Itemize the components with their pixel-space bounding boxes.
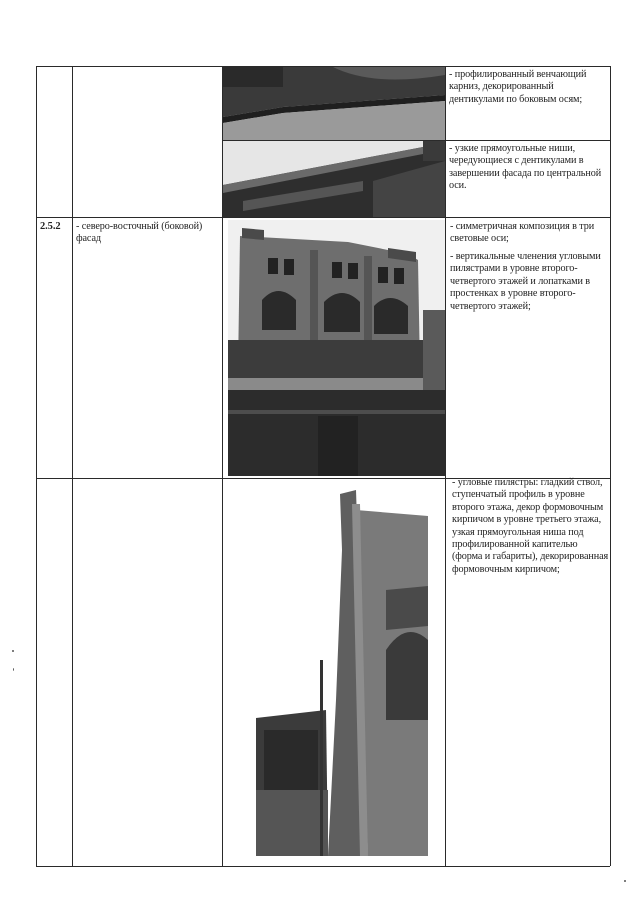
column-separator bbox=[72, 66, 73, 866]
feature-text: - профилированный венчающий карниз, декорированный дентикулами по боковым осям; bbox=[449, 69, 587, 105]
feature-text: - вертикальные членения угловыми пилястрами в уровне второго-четвертого этажей и лопатками в простенках в уровне второго-четвертого этажей; bbox=[450, 251, 601, 312]
table-border-left bbox=[36, 66, 37, 866]
corner-pilaster-photo bbox=[256, 490, 428, 856]
column-separator bbox=[445, 66, 446, 866]
northeast-facade-photo bbox=[228, 220, 445, 476]
row-number: 2.5.2 bbox=[40, 221, 61, 232]
feature-text: - угловые пилястры: гладкий ствол, ступенчатый профиль в уровне второго этажа, декор формовочным кирпичом в уровне третьего этажа, узкая прямоугольная ниша под профилированной капителью (форма и габариты), декорированная формовочным кирпичом; bbox=[452, 477, 609, 575]
cornice-photo bbox=[223, 67, 445, 140]
row-separator bbox=[36, 217, 610, 218]
feature-text: - симметричная композиция в три световые оси; bbox=[450, 221, 595, 245]
scan-speck bbox=[12, 650, 14, 652]
facade-label: - северо-восточный (боковой) фасад bbox=[76, 221, 203, 245]
scan-speck bbox=[624, 880, 626, 882]
niches-photo bbox=[223, 141, 445, 217]
table-border-right bbox=[610, 66, 611, 866]
feature-text: - узкие прямоугольные ниши, чередующиеся с дентикулами в завершении фасада по центральной оси. bbox=[449, 143, 602, 192]
table-border-bottom bbox=[36, 866, 610, 867]
scan-speck bbox=[13, 668, 14, 671]
